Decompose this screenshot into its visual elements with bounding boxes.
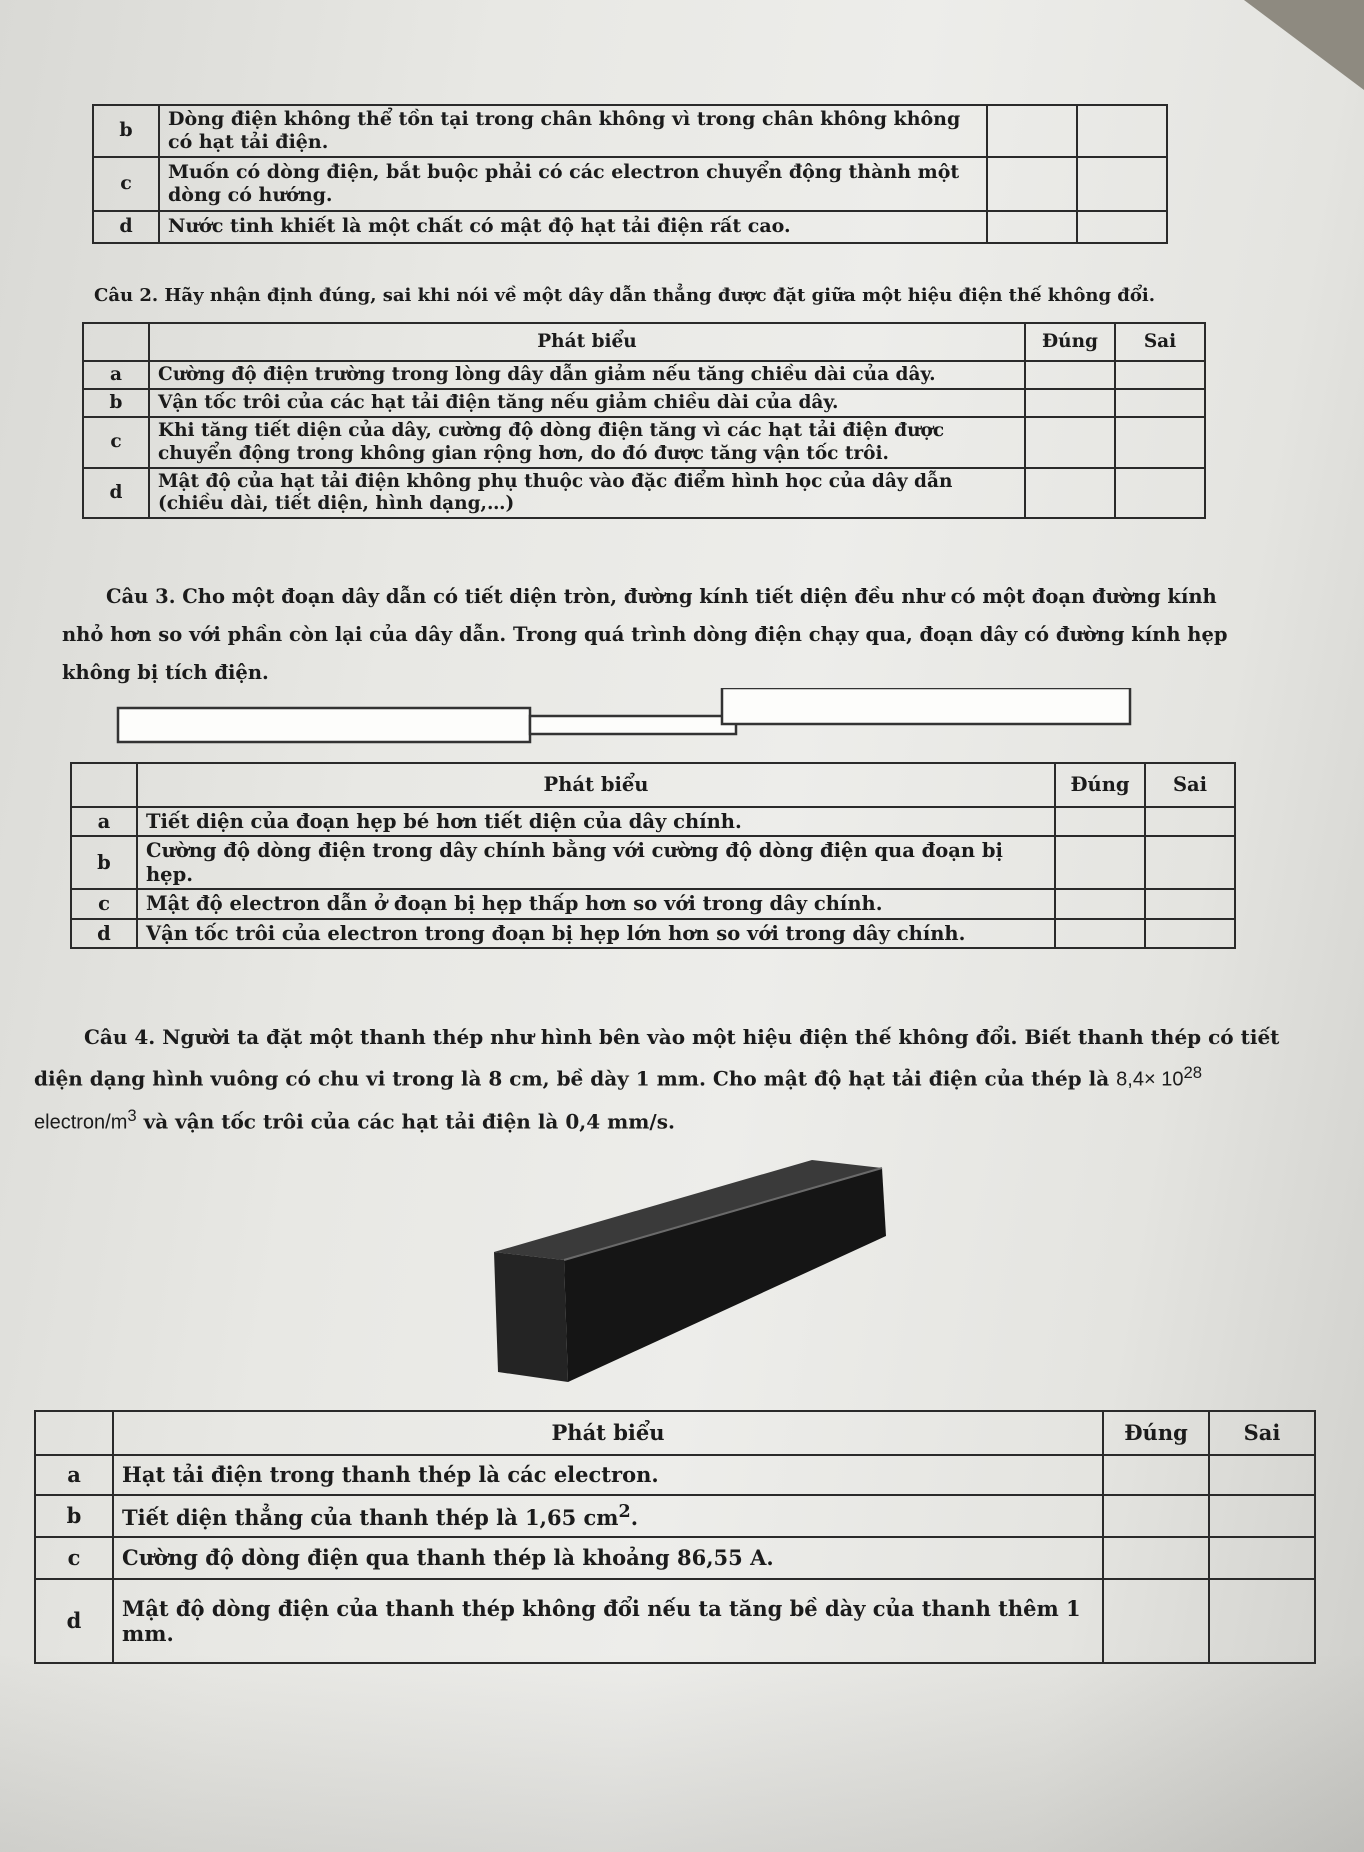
true-cell[interactable] (987, 157, 1077, 211)
true-cell[interactable] (987, 105, 1077, 157)
false-cell[interactable] (1145, 919, 1235, 948)
false-cell[interactable] (1209, 1579, 1315, 1663)
q4-density-unit: electron/m (34, 1111, 128, 1134)
row-label: a (83, 361, 149, 389)
q4-density-unit-exponent: 3 (127, 1105, 137, 1125)
true-cell[interactable] (1103, 1495, 1209, 1537)
q3-prompt (62, 578, 1262, 692)
false-cell[interactable] (1077, 105, 1167, 157)
q4-prompt-text-1: Người ta đặt một thanh thép như hình bên vào một hiệu điện thế không đổi. Biết thanh thép có tiết diện dạng hình vuông có chu vi trong là 8 cm, bề dày 1 mm. Cho mật độ hạt tải điện của thép là (34, 1025, 1280, 1091)
false-cell[interactable] (1115, 361, 1205, 389)
row-label: b (93, 105, 159, 157)
header-false: Sai (1115, 323, 1205, 361)
row-label: c (71, 889, 137, 918)
q4-prompt-text-2: và vận tốc trôi của các hạt tải điện là 0,4 mm/s. (136, 1109, 675, 1134)
q4-label: Câu 4. (84, 1025, 156, 1049)
table-row (35, 1495, 1315, 1537)
q4-prompt (34, 1018, 1310, 1142)
statement-cell: Mật độ của hạt tải điện không phụ thuộc vào đặc điểm hình học của dây dẫn (chiều dài, tiết diện, hình dạng,…) (149, 468, 1025, 518)
q2-prompt (94, 282, 1284, 310)
true-cell[interactable] (1055, 889, 1145, 918)
statement-cell: Tiết diện của đoạn hẹp bé hơn tiết diện của dây chính. (137, 807, 1055, 836)
statement-text: Tiết diện thẳng của thanh thép là 1,65 cm (122, 1504, 619, 1530)
table-row (83, 417, 1205, 467)
q3-label: Câu 3. (106, 585, 176, 608)
header-false: Sai (1209, 1411, 1315, 1455)
statement-cell: Dòng điện không thể tồn tại trong chân không vì trong chân không không có hạt tải điện. (159, 105, 987, 157)
table-row (71, 807, 1235, 836)
statement-cell: Khi tăng tiết diện của dây, cường độ dòng điện tăng vì các hạt tải điện được chuyển động trong không gian rộng hơn, do đó được tăng vận tốc trôi. (149, 417, 1025, 467)
false-cell[interactable] (1209, 1455, 1315, 1495)
wire-narrow-segment (530, 716, 736, 734)
table-header (71, 763, 1235, 807)
row-label: d (71, 919, 137, 948)
header-blank (35, 1411, 113, 1455)
paper-shadow (0, 1652, 1364, 1852)
steel-bar-image (490, 1160, 890, 1390)
header-statement: Phát biểu (113, 1411, 1103, 1455)
false-cell[interactable] (1115, 468, 1205, 518)
false-cell[interactable] (1145, 889, 1235, 918)
false-cell[interactable] (1145, 807, 1235, 836)
table-row (93, 211, 1167, 243)
statement-cell: Mật độ dòng điện của thanh thép không đổi nếu ta tăng bề dày của thanh thêm 1 mm. (113, 1579, 1103, 1663)
row-label: c (93, 157, 159, 211)
wire-left-segment (118, 708, 530, 742)
row-label: b (35, 1495, 113, 1537)
q3-table (70, 762, 1236, 949)
table-row (93, 157, 1167, 211)
false-cell[interactable] (1115, 417, 1205, 467)
header-true: Đúng (1103, 1411, 1209, 1455)
table-row (93, 105, 1167, 157)
true-cell[interactable] (1103, 1579, 1209, 1663)
true-cell[interactable] (1055, 836, 1145, 889)
false-cell[interactable] (1115, 389, 1205, 417)
wire-right-segment (722, 688, 1130, 724)
table-header (35, 1411, 1315, 1455)
false-cell[interactable] (1145, 836, 1235, 889)
true-cell[interactable] (1103, 1455, 1209, 1495)
q4-density-base: 8,4× 10 (1116, 1068, 1184, 1091)
statement-text-end: . (630, 1504, 638, 1530)
header-true: Đúng (1055, 763, 1145, 807)
q2-prompt-text: Hãy nhận định đúng, sai khi nói về một dây dẫn thẳng được đặt giữa một hiệu điện thế không đổi. (164, 285, 1155, 306)
row-label: c (83, 417, 149, 467)
statement-cell: Vận tốc trôi của electron trong đoạn bị hẹp lớn hơn so với trong dây chính. (137, 919, 1055, 948)
false-cell[interactable] (1209, 1537, 1315, 1579)
narrowed-wire-diagram (112, 688, 1132, 748)
q2-table (82, 322, 1206, 519)
table-row (71, 919, 1235, 948)
table-row (35, 1537, 1315, 1579)
statement-cell: Hạt tải điện trong thanh thép là các electron. (113, 1455, 1103, 1495)
header-blank (71, 763, 137, 807)
q3-prompt-text: Cho một đoạn dây dẫn có tiết diện tròn, đường kính tiết diện đều như có một đoạn đường kính nhỏ hơn so với phần còn lại của dây dẫn. Trong quá trình dòng điện chạy qua, đoạn dây có đường kính hẹp không bị tích điện. (62, 585, 1228, 685)
statement-cell: Cường độ dòng điện qua thanh thép là khoảng 86,55 A. (113, 1537, 1103, 1579)
true-cell[interactable] (1055, 919, 1145, 948)
statement-cell: Nước tinh khiết là một chất có mật độ hạt tải điện rất cao. (159, 211, 987, 243)
statement-cell: Muốn có dòng điện, bắt buộc phải có các electron chuyển động thành một dòng có hướng. (159, 157, 987, 211)
statement-cell: Mật độ electron dẫn ở đoạn bị hẹp thấp hơn so với trong dây chính. (137, 889, 1055, 918)
header-statement: Phát biểu (137, 763, 1055, 807)
true-cell[interactable] (1025, 361, 1115, 389)
true-cell[interactable] (1025, 468, 1115, 518)
false-cell[interactable] (1077, 157, 1167, 211)
row-label: a (35, 1455, 113, 1495)
table-row (35, 1579, 1315, 1663)
statement-cell (113, 1495, 1103, 1537)
true-cell[interactable] (1025, 417, 1115, 467)
table-row (83, 389, 1205, 417)
q4-table (34, 1410, 1316, 1664)
true-cell[interactable] (1055, 807, 1145, 836)
header-statement: Phát biểu (149, 323, 1025, 361)
true-cell[interactable] (1103, 1537, 1209, 1579)
table-header (83, 323, 1205, 361)
row-label: a (71, 807, 137, 836)
table-row (83, 361, 1205, 389)
table-row (71, 836, 1235, 889)
table-row (71, 889, 1235, 918)
row-label: d (35, 1579, 113, 1663)
statement-cell: Cường độ điện trường trong lòng dây dẫn giảm nếu tăng chiều dài của dây. (149, 361, 1025, 389)
false-cell[interactable] (1209, 1495, 1315, 1537)
true-cell[interactable] (1025, 389, 1115, 417)
row-label: d (93, 211, 159, 243)
row-label: d (83, 468, 149, 518)
q4-density-exponent: 28 (1183, 1063, 1202, 1082)
table-row (35, 1455, 1315, 1495)
table-row (83, 468, 1205, 518)
steel-bar-end-face (494, 1252, 568, 1382)
header-blank (83, 323, 149, 361)
row-label: b (71, 836, 137, 889)
statement-exponent: 2 (618, 1501, 631, 1522)
q2-label: Câu 2. (94, 285, 159, 306)
row-label: c (35, 1537, 113, 1579)
statement-cell: Cường độ dòng điện trong dây chính bằng với cường độ dòng điện qua đoạn bị hẹp. (137, 836, 1055, 889)
true-cell[interactable] (987, 211, 1077, 243)
false-cell[interactable] (1077, 211, 1167, 243)
q1-table (92, 104, 1168, 244)
statement-cell: Vận tốc trôi của các hạt tải điện tăng nếu giảm chiều dài của dây. (149, 389, 1025, 417)
header-false: Sai (1145, 763, 1235, 807)
row-label: b (83, 389, 149, 417)
header-true: Đúng (1025, 323, 1115, 361)
